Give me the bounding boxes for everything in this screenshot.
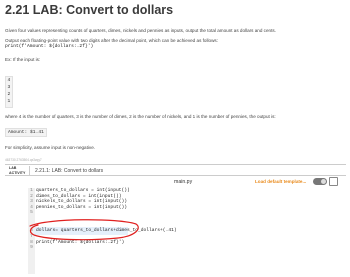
example-input-line: 3 (7, 85, 11, 90)
code-text: quarters_to_dollars = int(input()) (36, 188, 130, 193)
format-text: Output each floating-point value with two digits after the decimal point, which can be achieved as follows: (5, 38, 218, 43)
intro-text: Given four values representing counts of quarters, dimes, nickels and pennies as inputs, output the total amount as dollars and cents. (5, 28, 276, 33)
line-number: 3 (30, 199, 33, 204)
code-text: dollars= quarters_to_dollars+dimes_to_dollars+(.41) (36, 228, 177, 233)
line-number: 4 (30, 204, 33, 210)
code-text: print(f'Amount: ${dollars:.2f}') (36, 239, 125, 245)
line-number: 7 (30, 234, 33, 239)
mode-toggle[interactable] (313, 178, 327, 185)
lab-activity-name: 2.21.1: LAB: Convert to dollars (35, 168, 104, 174)
example-output-box: Amount: $1.41 (5, 128, 47, 137)
completion-checkbox (329, 177, 338, 186)
example-input-line: 2 (7, 92, 11, 97)
toggle-knob (321, 179, 326, 184)
line-number: 2 (30, 193, 33, 199)
line-number: 5 (30, 210, 33, 215)
line-number: 6 (30, 228, 33, 233)
example-input-box (5, 76, 13, 108)
code-text: nickels_to_dollars = int(input()) (36, 199, 127, 204)
activity-id: 463730.2763504.qx3zqy7 (5, 158, 42, 162)
line-number: 8 (30, 239, 33, 245)
simplicity-text: For simplicity, assume input is non-negative. (5, 145, 96, 150)
lab-badge-line: LAB (9, 166, 17, 170)
code-text: dimes_to_dollars = int(input()) (36, 193, 122, 199)
where-text: where 4 is the number of quarters, 3 is the number of dimes, 2 is the number of nickels, and 1 is the number of pennies, the output is: (5, 114, 276, 119)
lab-activity-bar (5, 164, 346, 176)
example-input-line: 4 (7, 78, 11, 83)
load-template-link[interactable]: Load default template... (255, 179, 307, 184)
format-code: print(f'Amount: ${dollars:.2f}') (5, 44, 94, 49)
page-title: 2.21 LAB: Convert to dollars (5, 3, 174, 17)
line-number: 9 (30, 245, 33, 250)
code-text: pennies_to_dollars = int(input()) (36, 204, 127, 210)
example-text: Ex: If the input is: (5, 57, 41, 62)
lab-badge-line: ACTIVITY (9, 170, 26, 175)
code-editor[interactable] (28, 188, 344, 274)
line-number: 1 (30, 188, 33, 193)
lab-activity-badge (9, 166, 30, 175)
example-input-line: 1 (7, 99, 11, 104)
red-scribble-annotation (28, 188, 344, 274)
file-name: main.py (174, 179, 193, 185)
